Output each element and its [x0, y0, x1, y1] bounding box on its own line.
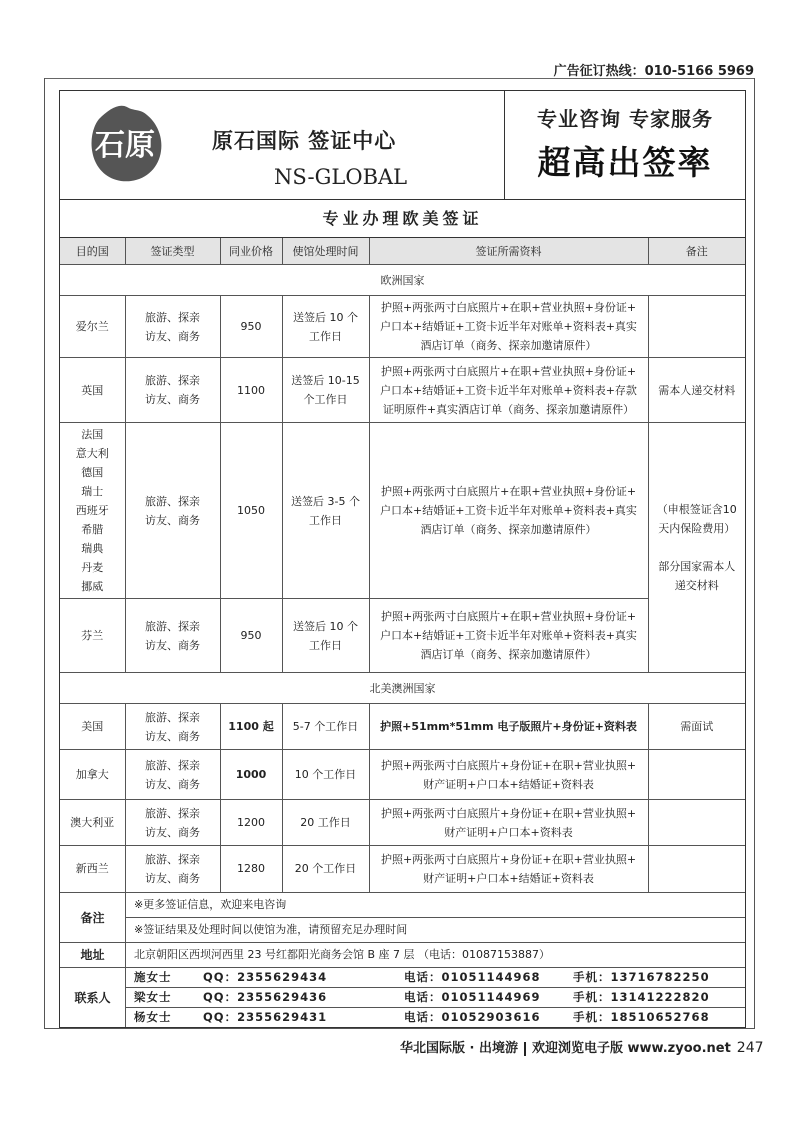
cell-country: 芬兰	[60, 599, 125, 673]
col-header-docs: 签证所需资料	[369, 238, 648, 265]
contact-row	[126, 987, 745, 1007]
footer-tagline: 欢迎浏览电子版 www.zyoo.net	[532, 1041, 731, 1056]
contact-mobile: 手机：13716782250	[573, 969, 710, 984]
cell-documents: 护照+两张两寸白底照片+身份证+在职+营业执照+ 财产证明+户口本+结婚证+资料表	[369, 750, 648, 800]
cell-documents: 护照+两张两寸白底照片+身份证+在职+营业执照+ 财产证明+户口本+资料表	[369, 800, 648, 846]
cell-country: 爱尔兰	[60, 296, 125, 358]
table-row	[60, 750, 745, 800]
cell-visa-type: 旅游、探亲 访友、商务	[125, 846, 220, 892]
slogan-line-2: 超高出签率	[537, 143, 713, 182]
cell-country: 法国 意大利 德国 瑞士 西班牙 希腊 瑞典 丹麦 挪威	[60, 423, 125, 599]
company-logo	[81, 99, 169, 187]
table-row	[60, 846, 745, 892]
cell-price: 1050	[220, 423, 282, 599]
cell-documents: 护照+51mm*51mm 电子版照片+身份证+资料表	[369, 704, 648, 750]
contacts-block	[60, 967, 745, 1027]
contact-phone: 电话：01051144969	[404, 989, 541, 1004]
cell-visa-type: 旅游、探亲 访友、商务	[125, 800, 220, 846]
remarks-label: 备注	[60, 893, 126, 942]
visa-table	[60, 238, 745, 892]
cell-documents: 护照+两张两寸白底照片+在职+营业执照+身份证+ 户口本+结婚证+工资卡近半年对账单+资料表+真实 酒店订单（商务、探亲加邀请原件）	[369, 296, 648, 358]
cell-processing-time: 送签后 10 个 工作日	[282, 296, 369, 358]
col-header-time: 使馆处理时间	[282, 238, 369, 265]
page-number: 247	[736, 1040, 764, 1056]
cell-country: 英国	[60, 358, 125, 423]
address-block	[60, 942, 745, 967]
remarks-block	[60, 892, 745, 942]
company-name: 原石国际 签证中心	[212, 128, 397, 153]
contact-name: 杨女士	[134, 1009, 172, 1024]
publication-name: 华北国际版 · 出境游	[400, 1041, 518, 1056]
cell-note	[648, 800, 745, 846]
table-row	[60, 800, 745, 846]
brand-name: NS-GLOBAL	[274, 165, 408, 189]
contact-qq: QQ：2355629434	[203, 969, 328, 984]
table-row	[60, 296, 745, 358]
cell-price: 950	[220, 296, 282, 358]
cell-visa-type: 旅游、探亲 访友、商务	[125, 599, 220, 673]
company-block	[60, 91, 505, 199]
cell-note	[648, 296, 745, 358]
group-america-label: 北美澳洲国家	[60, 673, 745, 704]
cell-processing-time: 5-7 个工作日	[282, 704, 369, 750]
cell-documents: 护照+两张两寸白底照片+在职+营业执照+身份证+ 户口本+结婚证+工资卡近半年对账单+资料表+真实 酒店订单（商务、探亲加邀请原件）	[369, 423, 648, 599]
contact-phone: 电话：01051144968	[404, 969, 541, 984]
logo-text: 石原	[95, 128, 155, 163]
cell-processing-time: 10 个工作日	[282, 750, 369, 800]
cell-country: 澳大利亚	[60, 800, 125, 846]
cell-visa-type: 旅游、探亲 访友、商务	[125, 358, 220, 423]
contact-name: 施女士	[134, 969, 172, 984]
cell-price: 1100 起	[220, 704, 282, 750]
cell-visa-type: 旅游、探亲 访友、商务	[125, 750, 220, 800]
contact-mobile: 手机：13141222820	[573, 989, 710, 1004]
ad-header	[60, 91, 745, 200]
contact-mobile: 手机：18510652768	[573, 1009, 710, 1024]
cell-processing-time: 送签后 10-15 个工作日	[282, 358, 369, 423]
page-footer	[400, 1037, 764, 1056]
contact-name: 梁女士	[134, 989, 172, 1004]
group-america	[60, 673, 745, 704]
cell-price: 1100	[220, 358, 282, 423]
remark-line-1: ※更多签证信息，欢迎来电咨询	[134, 897, 287, 911]
group-europe-label: 欧洲国家	[60, 265, 745, 296]
cell-documents: 护照+两张两寸白底照片+身份证+在职+营业执照+ 财产证明+户口本+结婚证+资料表	[369, 846, 648, 892]
cell-note: 需本人递交材料	[648, 358, 745, 423]
cell-processing-time: 20 工作日	[282, 800, 369, 846]
ad-hotline: 广告征订热线：010-5166 5969	[553, 64, 754, 79]
visa-ad-card	[59, 90, 746, 1028]
contact-qq: QQ：2355629436	[203, 989, 328, 1004]
section-title: 专业办理欧美签证	[60, 200, 745, 238]
cell-visa-type: 旅游、探亲 访友、商务	[125, 296, 220, 358]
col-header-price: 同业价格	[220, 238, 282, 265]
table-row	[60, 423, 745, 599]
cell-country: 新西兰	[60, 846, 125, 892]
table-row	[60, 599, 745, 673]
table-row	[60, 704, 745, 750]
cell-country: 美国	[60, 704, 125, 750]
cell-processing-time: 送签后 3-5 个 工作日	[282, 423, 369, 599]
address-label: 地址	[60, 943, 126, 967]
cell-price: 950	[220, 599, 282, 673]
group-europe	[60, 265, 745, 296]
cell-note: 需面试	[648, 704, 745, 750]
cell-visa-type: 旅游、探亲 访友、商务	[125, 704, 220, 750]
remark-line-2: ※签证结果及处理时间以使馆为准，请预留充足办理时间	[126, 917, 745, 942]
col-header-type: 签证类型	[125, 238, 220, 265]
col-header-note: 备注	[648, 238, 745, 265]
cell-note	[648, 846, 745, 892]
cell-note	[648, 750, 745, 800]
cell-note: （申根签证含10 天内保险费用） 部分国家需本人 递交材料	[648, 423, 745, 673]
slogan-block	[505, 91, 745, 199]
contact-phone: 电话：01052903616	[404, 1009, 541, 1024]
cell-processing-time: 送签后 10 个 工作日	[282, 599, 369, 673]
cell-processing-time: 20 个工作日	[282, 846, 369, 892]
cell-documents: 护照+两张两寸白底照片+在职+营业执照+身份证+ 户口本+结婚证+工资卡近半年对账单+资料表+存款 证明原件+真实酒店订单（商务、探亲加邀请原件）	[369, 358, 648, 423]
contact-row	[126, 968, 745, 987]
cell-documents: 护照+两张两寸白底照片+在职+营业执照+身份证+ 户口本+结婚证+工资卡近半年对账单+资料表+真实 酒店订单（商务、探亲加邀请原件）	[369, 599, 648, 673]
visa-table-body	[60, 238, 745, 892]
cell-visa-type: 旅游、探亲 访友、商务	[125, 423, 220, 599]
table-header-row	[60, 238, 745, 265]
contact-qq: QQ：2355629431	[203, 1009, 328, 1024]
table-row	[60, 358, 745, 423]
cell-price: 1280	[220, 846, 282, 892]
address-text: 北京朝阳区西坝河西里 23 号红都阳光商务会馆 B 座 7 层 （电话：01087153887）	[134, 947, 550, 961]
contacts-label: 联系人	[60, 968, 126, 1027]
cell-country: 加拿大	[60, 750, 125, 800]
footer-divider	[524, 1042, 526, 1056]
cell-price: 1000	[220, 750, 282, 800]
col-header-country: 目的国	[60, 238, 125, 265]
slogan-line-1: 专业咨询 专家服务	[537, 107, 713, 131]
cell-price: 1200	[220, 800, 282, 846]
contact-row	[126, 1007, 745, 1027]
